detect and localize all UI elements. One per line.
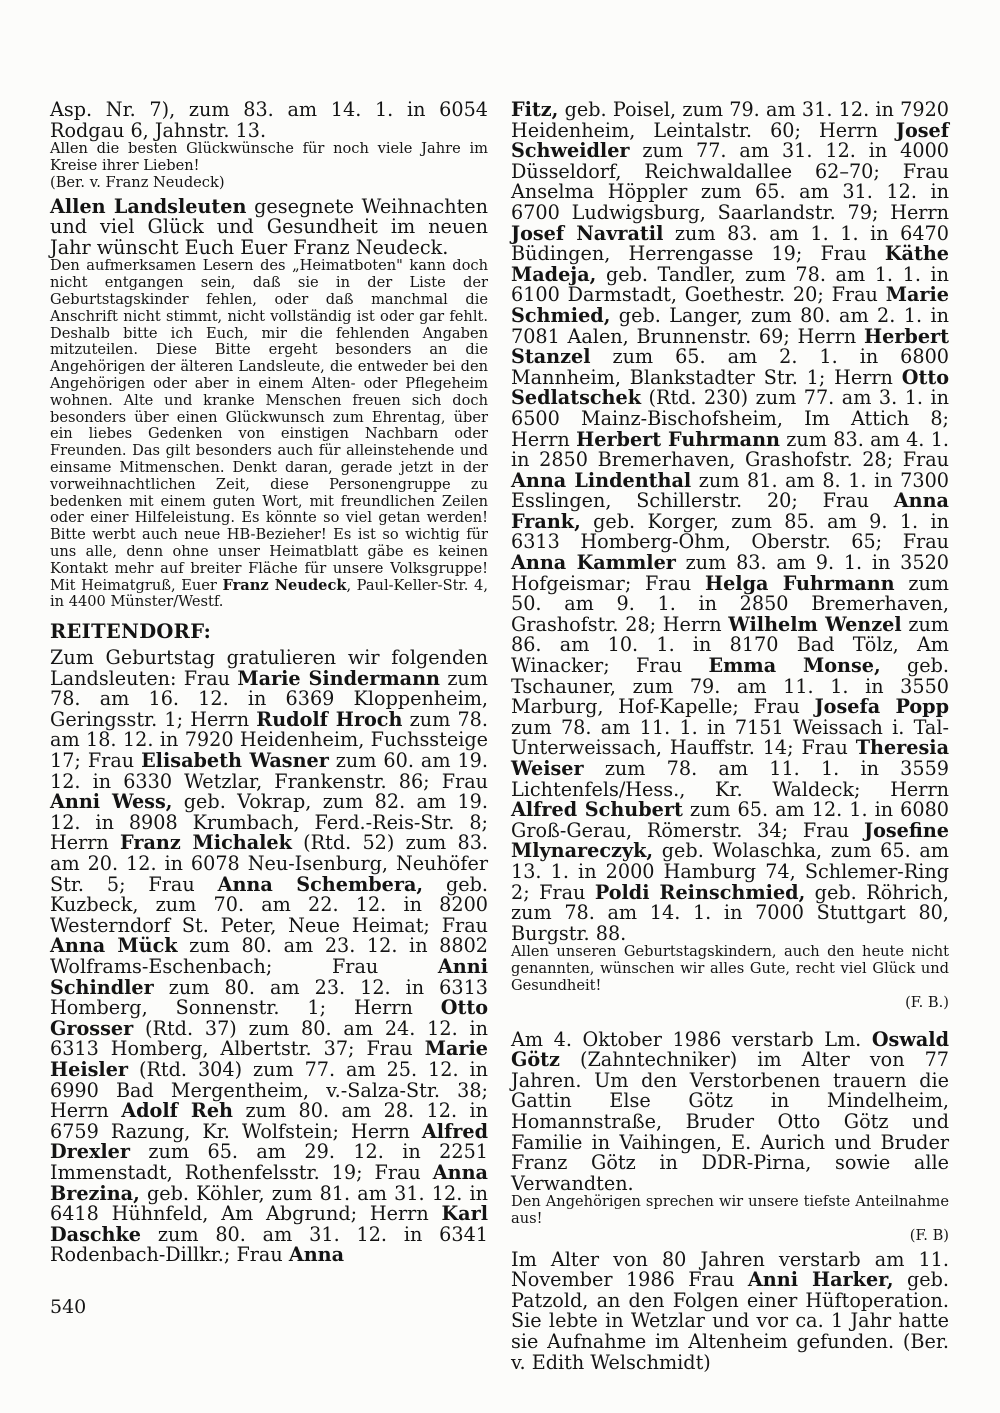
- person-name: Josef Schweidler: [511, 118, 949, 163]
- text: zum 80. am 23. 12. in 8802 Wolframs-Eschenbach; Frau: [50, 934, 488, 978]
- paragraph-obituary-goetz: [511, 1027, 949, 1195]
- signature: (F. B.): [905, 993, 949, 1011]
- text: zum 78. am 11. 1. in 7151 Weissach i. Tal-Unterweissach, Hauffstr. 14; Frau: [511, 715, 949, 760]
- person-name: Josefine Mlynareczyk,: [511, 818, 949, 863]
- person-name: Franz Michalek: [120, 831, 292, 855]
- text: zum 50. am 9. 1. in 2850 Bremerhaven, Grashofstr. 28; Herrn: [511, 571, 949, 636]
- section-heading-reitendorf: REITENDORF:: [50, 620, 212, 644]
- person-name: Herbert Fuhrmann: [576, 427, 780, 451]
- text: zum 80. am 23. 12. in 6313 Homberg, Sonnenstr. 1; Herrn: [50, 975, 488, 1020]
- paragraph-christmas-greeting: [50, 194, 488, 259]
- text: geb. Tschauner, zum 79. am 11. 1. in 3550 Marburg, Hof-Kapelle; Frau: [511, 654, 949, 719]
- person-name: Anna Brezina,: [50, 1160, 488, 1205]
- person-name: Anna Frank,: [511, 489, 949, 533]
- text: zum 65. am 12. 1. in 6080 Groß-Gerau, Römerstr. 34; Frau: [511, 798, 949, 842]
- text: (Rtd. 52) zum 83. am 20. 12. in 6078 Neu-Isenburg, Neuhöfer Str. 5; Frau: [50, 831, 489, 896]
- text: (Rtd. 304) zum 77. am 25. 12. in 6990 Bad Mergentheim, v.-Salza-Str. 38; Herrn: [50, 1057, 488, 1123]
- person-name: Marie Sindermann: [237, 666, 440, 690]
- signature-line: [511, 995, 949, 1012]
- person-name: Anni Wess,: [50, 790, 173, 814]
- person-name: Anna Schembera,: [217, 872, 424, 896]
- paragraph-condolence: Den Angehörigen sprechen wir unsere tiefste Anteilnahme aus!: [511, 1193, 949, 1228]
- person-name: Alfred Drexler: [50, 1119, 488, 1164]
- text: geb. Poisel, zum 79. am 31. 12. in 7920 Heidenheim, Leintalstr. 60; Herrn: [511, 98, 949, 142]
- text: Im Alter von 80 Jahren verstarb am 11. November 1986 Frau: [511, 1247, 949, 1292]
- text: geb. Patzold, an den Folgen einer Hüftoperation. Sie lebte in Wetzlar und vor ca. 1 Jahr hatte sie Aufnahme im Altenheim gefunden. (Ber. v. Edith Welschmidt): [511, 1268, 949, 1374]
- text: (Zahntechniker) im Alter von 77 Jahren. Um den Verstorbenen trauern die Gattin Else Götz in Mindelheim, Homannstraße, Bruder Otto Götz und Familie in Vaihingen, E. Aurich und Bruder Franz Götz in DDR-Pirna, sowie alle Verwandten.: [511, 1048, 949, 1195]
- person-name: Rudolf Hroch: [256, 707, 403, 731]
- text: (Rtd. 230) zum 77. am 3. 1. in 6500 Mainz-Bischofsheim, Im Attich 8; Herrn: [511, 386, 949, 451]
- person-name: Karl Daschke: [50, 1202, 488, 1246]
- person-name: Otto Sedlatschek: [511, 365, 949, 410]
- text: geb. Köhler, zum 81. am 31. 12. in 6418 Hühnfeld, Am Abgrund; Herrn: [50, 1181, 488, 1226]
- person-name: Anni Harker,: [747, 1268, 894, 1292]
- person-name: Josef Navratil: [511, 221, 664, 245]
- text: geb. Kuzbeck, zum 70. am 22. 12. in 8200 Westerndorf St. Peter, Neue Heimat; Frau: [50, 872, 488, 937]
- person-name: Herbert Stanzel: [511, 324, 949, 369]
- paragraph-closing-wishes: [511, 944, 949, 994]
- bold-text: Allen Landsleuten: [50, 194, 247, 218]
- text: (Rtd. 37) zum 80. am 24. 12. in 6313 Homberg, Albertstr. 37; Frau: [50, 1016, 488, 1061]
- left-column: [50, 100, 488, 1266]
- text: zum 83. am 4. 1. in 2850 Bremerhaven, Grashofstr. 28; Frau: [511, 427, 949, 472]
- signature-line: [511, 1228, 949, 1245]
- person-name: Fitz,: [511, 98, 559, 121]
- paragraph-address-end: Asp. Nr. 7), zum 83. am 14. 1. in 6054 Rodgau 6, Jahnstr. 13.: [50, 98, 488, 142]
- person-name: Marie Schmied,: [511, 283, 949, 327]
- text: Zum Geburtstag gratulieren wir folgenden Landsleuten: Frau: [50, 646, 488, 690]
- right-column: [511, 100, 949, 1373]
- page-number: 540: [50, 1296, 87, 1318]
- person-name: Theresia Weiser: [511, 736, 949, 780]
- text: geb. Röhrich, zum 78. am 14. 1. in 7000 Stuttgart 80, Burgstr. 88.: [511, 880, 949, 945]
- paragraph-appeal: [50, 258, 488, 611]
- text: geb. Wolaschka, zum 65. am 13. 1. in 2000 Hamburg 74, Schlemer-Ring 2; Frau: [511, 839, 949, 904]
- text: zum 77. am 31. 12. in 4000 Düsseldorf, Reichwaldallee 62–70; Frau Anselma Höppler zum 65. am 31. 12. in 6700 Ludwigsburg, Saarlandstr. 79; Herrn: [511, 139, 949, 224]
- text: zum 83. am 1. 1. in 6470 Büdingen, Herrengasse 19; Frau: [511, 221, 949, 266]
- text: zum 65. am 29. 12. in 2251 Immenstadt, Rothenfelsstr. 19; Frau: [50, 1140, 488, 1184]
- paragraph-report-credit: (Ber. v. Franz Neudeck): [50, 173, 225, 191]
- person-name: Anna Lindenthal: [511, 468, 692, 492]
- person-name: Helga Fuhrmann: [704, 571, 895, 595]
- person-name: Alfred Schubert: [511, 798, 683, 822]
- paragraph-birthday-list-continued: [511, 100, 949, 944]
- text: zum 65. am 2. 1. in 6800 Mannheim, Blankstadter Str. 1; Herrn: [511, 345, 949, 389]
- person-name: Otto Grosser: [50, 996, 488, 1040]
- person-name: Anna Kammler: [511, 551, 676, 575]
- text: Den aufmerksamen Lesern des „Heimatboten" kann doch nicht entgangen sein, daß sie in der Liste der Geburtstagskinder fehlen, oder daß manchmal die Anschrift nicht stimmt, nicht vollständig ist oder gar fehlt. Deshalb bitte ich Euch, mir die fehlenden Angaben mitzuteilen. Diese Bitte ergeht besonders an die Angehörigen der älteren Landsleute, die entweder bei den Angehörigen oder aber in einem Alten- oder Pflegeheim wohnen. Alte und kranke Menschen freuen sich doch besonders über einen Glückwunsch zum Ehrentag, über ein liebes Gedenken von einstigen Nachbarn oder Freunden. Das gilt besonders auch für alleinstehende und einsame Mitmenschen. Denkt daran, gerade jetzt in der vorweihnachtlichen Zeit, diese Personengruppe zu bedenken mit einem guten Wort, mit freundlichen Zeilen oder einer Hilfeleistung. Es könnte so viel getan werden! Bitte werbt auch neue HB-Bezieher! Es ist so wichtig für uns alle, denn ohne unser Heimatblatt gäbe es keinen Kontakt mehr auf breiter Fläche für unsere Volksgruppe! Mit Heimatgruß, Euer: [50, 257, 488, 594]
- text: zum 80. am 31. 12. in 6341 Rodenbach-Dillkr.; Frau: [50, 1222, 488, 1267]
- text: zum 81. am 8. 1. in 7300 Esslingen, Schillerstr. 20; Frau: [511, 468, 949, 513]
- text: zum 60. am 19. 12. in 6330 Wetzlar, Frankenstr. 86; Frau: [50, 749, 488, 793]
- person-name: Anna Mück: [50, 934, 178, 958]
- text: gesegnete Weihnachten und viel Glück und Gesundheit im neuen Jahr wünscht Euch Euer Franz Neudeck.: [50, 194, 488, 259]
- person-name: Josefa Popp: [814, 695, 949, 719]
- person-name: Anni Schindler: [50, 955, 488, 999]
- text: zum 86. am 10. 1. in 8170 Bad Tölz, Am Winacker; Frau: [511, 612, 949, 678]
- paragraph-wishes: Allen die besten Glückwünsche für noch viele Jahre im Kreise ihrer Lieben!: [50, 140, 488, 174]
- signature: (F. B): [909, 1226, 949, 1244]
- text: geb. Korger, zum 85. am 9. 1. in 6313 Homberg-Ohm, Oberstr. 65; Frau: [511, 509, 949, 554]
- person-name: Poldi Reinschmied,: [594, 880, 806, 904]
- text: , Paul-Keller-Str. 4, in 4400 Münster/Westf.: [50, 576, 488, 611]
- text: geb. Vokrap, zum 82. am 19. 12. in 8908 Krumbach, Ferd.-Reis-Str. 8; Herrn: [50, 790, 488, 855]
- text: geb. Langer, zum 80. am 2. 1. in 7081 Aalen, Brunnenstr. 69; Herrn: [511, 303, 949, 348]
- text: zum 83. am 9. 1. in 3520 Hofgeismar; Frau: [511, 551, 949, 595]
- paragraph-birthday-list: [50, 648, 488, 1266]
- person-name: Oswald Götz: [511, 1027, 949, 1072]
- person-name: Marie Heisler: [50, 1037, 488, 1081]
- paragraph-obituary-harker: [511, 1247, 949, 1374]
- text: zum 78. am 11. 1. in 3559 Lichtenfels/Hess., Kr. Waldeck; Herrn: [511, 757, 949, 801]
- bold-text: Franz Neudeck: [222, 576, 347, 594]
- person-name: Elisabeth Wasner: [141, 749, 329, 773]
- person-name: Wilhelm Wenzel: [728, 612, 902, 636]
- person-name: Adolf Reh: [121, 1099, 234, 1123]
- text: Allen unseren Geburtstagskindern, auch den heute nicht genannten, wünschen wir alles Gute, recht viel Glück und Gesundheit!: [511, 943, 949, 994]
- text: zum 80. am 28. 12. in 6759 Razung, Kr. Wolfstein; Herrn: [50, 1099, 488, 1143]
- text: geb. Tandler, zum 78. am 1. 1. in 6100 Darmstadt, Goethestr. 20; Frau: [511, 262, 949, 307]
- text: zum 78. am 16. 12. in 6369 Kloppenheim, Geringsstr. 1; Herrn: [50, 666, 488, 731]
- text: zum 78. am 18. 12. in 7920 Heidenheim, Fuchssteige 17; Frau: [50, 707, 488, 773]
- person-name: Emma Monse,: [708, 654, 881, 678]
- person-name: Anna: [288, 1243, 345, 1267]
- text: Am 4. Oktober 1986 verstarb Lm.: [511, 1027, 872, 1051]
- person-name: Käthe Madeja,: [511, 242, 949, 286]
